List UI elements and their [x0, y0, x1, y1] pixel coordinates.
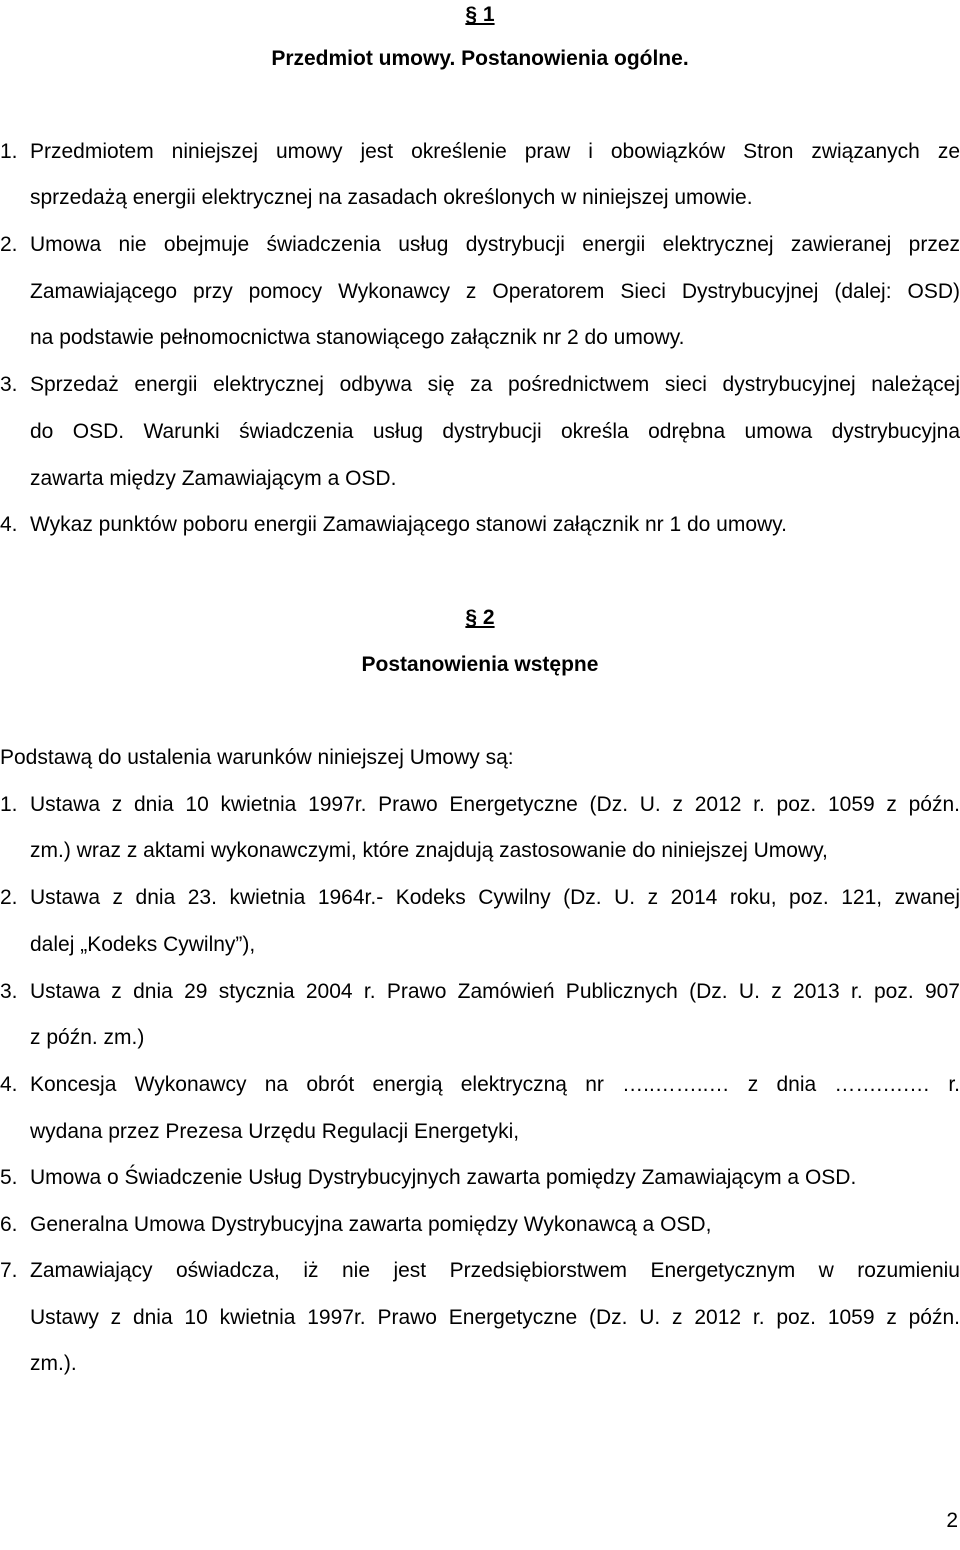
section-2-title: Postanowienia wstępne [361, 653, 599, 676]
list-item-continuation: z późn. zm.) [30, 1026, 145, 1049]
section-1-title: Przedmiot umowy. Postanowienia ogólne. [271, 47, 689, 70]
list-item-continuation: zm.) wraz z aktami wykonawczymi, które znajdują zastosowanie do niniejszej Umowy, [30, 839, 828, 862]
list-item-continuation: Zamawiającego przy pomocy Wykonawcy z Operatorem Sieci Dystrybucyjnej (dalej: OSD) [30, 280, 960, 303]
section-1-sign: § 1 [465, 3, 495, 26]
list-item-continuation: zawarta między Zamawiającym a OSD. [30, 467, 397, 490]
list-item-continuation: do OSD. Warunki świadczenia usług dystrybucji określa odrębna umowa dystrybucyjna [30, 420, 960, 443]
list-item-continuation: na podstawie pełnomocnictwa stanowiącego załącznik nr 2 do umowy. [30, 326, 685, 349]
list-item-continuation: wydana przez Prezesa Urzędu Regulacji Energetyki, [30, 1120, 520, 1143]
section-2-sign: § 2 [465, 606, 495, 629]
list-item-continuation: Ustawy z dnia 10 kwietnia 1997r. Prawo Energetyczne (Dz. U. z 2012 r. poz. 1059 z późn. [30, 1306, 960, 1329]
page-number: 2 [946, 1509, 958, 1532]
list-item-continuation: dalej „Kodeks Cywilny”), [30, 933, 256, 956]
section-2-intro: Podstawą do ustalenia warunków niniejszej Umowy są: [0, 746, 514, 769]
list-item-continuation: zm.). [30, 1352, 77, 1375]
list-item-continuation: sprzedażą energii elektrycznej na zasadach określonych w niniejszej umowie. [30, 186, 753, 209]
